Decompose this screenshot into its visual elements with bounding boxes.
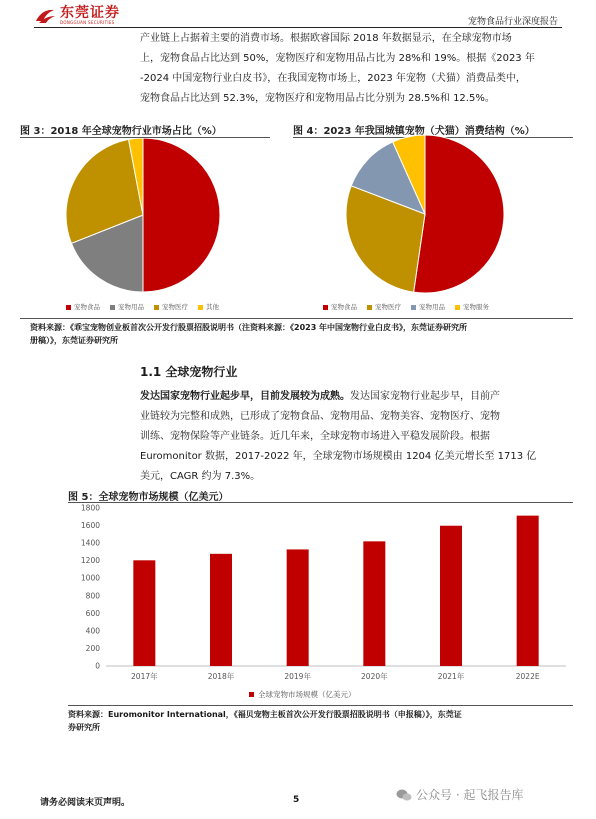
y-tick-label: 400 xyxy=(85,626,100,636)
footer-disclaimer: 请务必阅读末页声明。 xyxy=(40,798,131,808)
source-line: 资料来源：《乖宝宠物创业板首次公开发行股票招股说明书（注资料来源：《2023 年中国宠物行业白皮书》，东莞证券研究所 xyxy=(30,323,468,332)
wechat-icon xyxy=(396,788,412,802)
fig3-pie-chart xyxy=(20,138,270,298)
fig3-title: 图 3：2018 年全球宠物行业市场占比（%） xyxy=(20,126,222,137)
legend-item xyxy=(66,302,100,311)
legend-label: 宠物用品 xyxy=(419,303,445,311)
x-tick-label: 2019年 xyxy=(284,672,311,681)
y-tick-label: 1600 xyxy=(80,521,100,531)
legend-swatch xyxy=(154,305,159,310)
text-line: 美元，CAGR 约为 7.3%。 xyxy=(140,471,261,482)
legend-item xyxy=(411,302,445,311)
company-logo xyxy=(34,6,120,25)
section-paragraph xyxy=(140,387,550,487)
x-tick-label: 2020年 xyxy=(361,672,388,681)
text-line: 训练、宠物保险等产业链条。近几年来，全球宠物市场进入平稳发展阶段。根据 xyxy=(140,431,490,442)
legend-swatch xyxy=(66,305,71,310)
watermark xyxy=(396,786,523,803)
legend-swatch xyxy=(411,305,416,310)
fig3-pie-slices xyxy=(66,138,220,292)
text-line xyxy=(140,387,550,407)
legend-label: 宠物食品 xyxy=(331,303,357,311)
lead-sentence: 发达国家宠物行业起步早，目前发展较为成熟。 xyxy=(140,391,350,402)
fig4-title: 图 4：2023 年我国城镇宠物（犬猫）消费结构（%） xyxy=(293,126,535,137)
y-tick-label: 1800 xyxy=(80,503,100,513)
bar-2019年 xyxy=(287,549,309,666)
pie-slice-宠物食品 xyxy=(143,138,220,292)
legend-swatch xyxy=(323,305,328,310)
header-divider xyxy=(34,27,562,28)
legend-label: 宠物医疗 xyxy=(375,303,401,311)
legend-item xyxy=(367,302,401,311)
section-title: 1.1 全球宠物行业 xyxy=(140,365,238,379)
text-line: -2024 中国宠物行业白皮书》，在我国宠物市场上，2023 年宠物（犬猫）消费品类中， xyxy=(140,73,526,84)
x-tick-label: 2021年 xyxy=(437,672,465,681)
source2-rule xyxy=(68,705,573,706)
x-tick-label: 2017年 xyxy=(131,672,158,681)
report-title: 宠物食品行业深度报告 xyxy=(467,17,558,27)
page-number: 5 xyxy=(293,795,300,805)
legend-swatch xyxy=(198,305,203,310)
y-tick-label: 800 xyxy=(85,591,100,601)
bar-2018年 xyxy=(210,554,232,666)
legend-swatch xyxy=(249,692,254,697)
logo-text-en: DONGGUAN SECURITIES xyxy=(60,20,115,25)
bar-2022E xyxy=(517,516,539,666)
legend-label: 其他 xyxy=(206,303,219,311)
bar-2021年 xyxy=(440,526,462,666)
y-tick-label: 200 xyxy=(85,643,100,653)
legend-swatch xyxy=(110,305,115,310)
fig4-pie-chart xyxy=(325,134,545,294)
y-tick-label: 0 xyxy=(95,661,100,671)
y-tick-label: 1200 xyxy=(80,556,100,566)
source-line: 券研究所 xyxy=(68,723,100,732)
legend-item xyxy=(198,302,219,311)
fig5-plot-area xyxy=(81,504,566,700)
y-tick-label: 1000 xyxy=(80,573,100,583)
logo-text-cn: 东莞证券 xyxy=(60,5,120,21)
legend-label: 宠物服务 xyxy=(463,303,489,311)
legend-item xyxy=(455,302,489,311)
bar-2020年 xyxy=(363,541,385,666)
text-span: 发达国家宠物行业起步早，目前产 xyxy=(350,391,500,402)
watermark-text: 公众号 · 起飞报告库 xyxy=(416,788,524,802)
fig5-title: 图 5：全球宠物市场规模（亿美元） xyxy=(68,492,229,503)
y-tick-label: 1400 xyxy=(80,538,100,548)
pie-slice-宠物食品 xyxy=(414,135,504,293)
source-line: 资料来源：Euromonitor International，《福贝宠物主板首次公开发行股票招股说明书（申报稿）》，东莞证 xyxy=(68,710,462,719)
legend-label: 全球宠物市场规模（亿美元） xyxy=(258,690,356,699)
source1 xyxy=(30,321,570,347)
text-line: Euromonitor 数据，2017-2022 年，全球宠物市场规模由 1204 亿美元增长至 1713 亿 xyxy=(140,451,537,462)
fig4-pie-slices xyxy=(346,135,504,293)
x-tick-label: 2018年 xyxy=(207,672,235,681)
source-line: 册稿）》，东莞证券研究所 xyxy=(30,336,118,345)
legend-swatch xyxy=(367,305,372,310)
logo-mark-icon xyxy=(34,7,56,25)
text-line: 产业链上占据着主要的消费市场。根据欧睿国际 2018 年数据显示，在全球宠物市场 xyxy=(140,33,512,44)
fig5-bar-chart xyxy=(66,500,576,702)
text-line: 宠物食品占比达到 52.3%，宠物医疗和宠物用品占比分别为 28.5%和 12.5%。 xyxy=(140,93,495,104)
legend-item xyxy=(110,302,144,311)
intro-paragraph xyxy=(140,29,550,109)
legend-label: 宠物医疗 xyxy=(162,303,188,311)
y-tick-label: 600 xyxy=(85,608,100,618)
bar-2017年 xyxy=(133,560,155,666)
legend-item xyxy=(323,302,357,311)
source1-rule xyxy=(20,318,573,319)
text-line: 上，宠物食品占比达到 50%，宠物医疗和宠物用品占比为 28%和 19%。根据《2023 年 xyxy=(140,53,535,64)
legend-label: 宠物食品 xyxy=(74,303,100,311)
text-line: 业链较为完整和成熟，已形成了宠物食品、宠物用品、宠物美容、宠物医疗、宠物 xyxy=(140,411,500,422)
fig3-legend xyxy=(66,302,219,311)
legend-label: 宠物用品 xyxy=(118,303,144,311)
fig4-legend xyxy=(323,302,489,311)
x-tick-label: 2022E xyxy=(515,672,540,681)
legend-swatch xyxy=(455,305,460,310)
source2 xyxy=(68,708,573,734)
legend-item xyxy=(154,302,188,311)
